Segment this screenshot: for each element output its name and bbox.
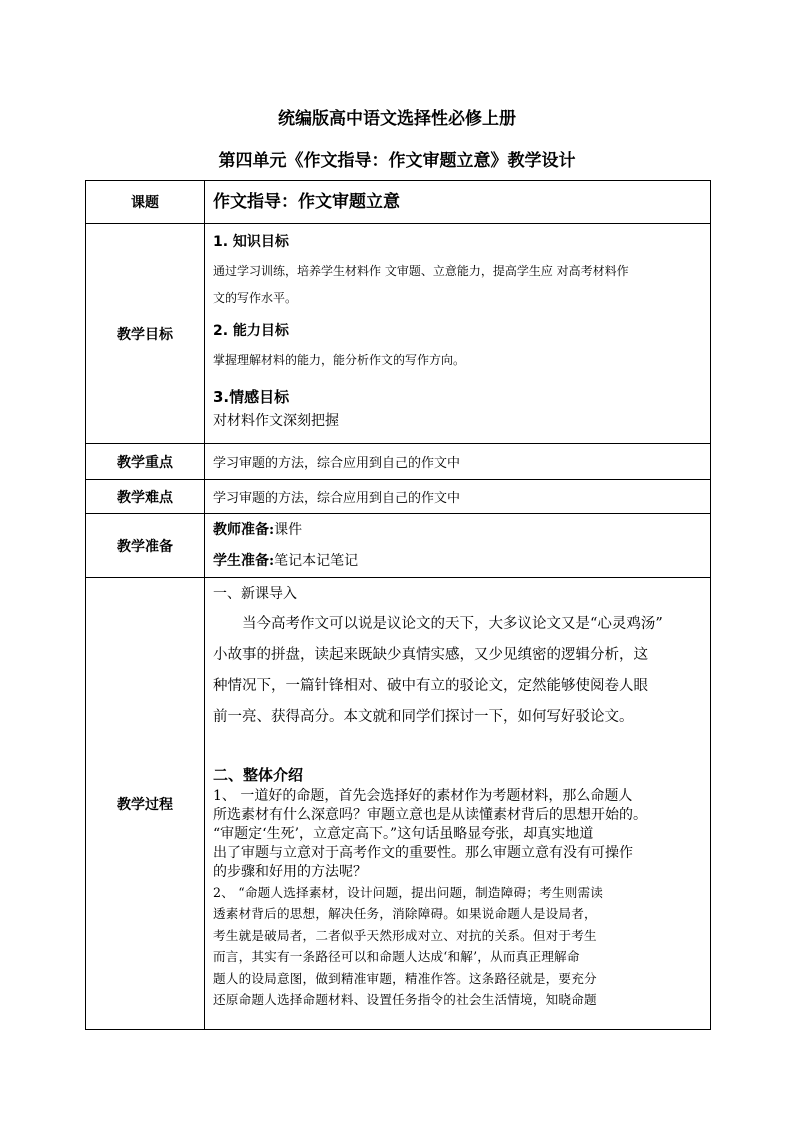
section-intro-heading: 一、新课导入 <box>213 586 297 602</box>
value-preparation <box>205 514 711 578</box>
overview-p2-line-5: 题人的设局意图，做到精准审题，精准作答。这条路径就是，要充分 <box>213 970 597 986</box>
value-process <box>205 578 711 1030</box>
goal-knowledge-heading: 1. 知识目标 <box>213 234 289 250</box>
row-topic <box>86 181 711 224</box>
label-topic: 课题 <box>86 181 205 224</box>
key-points-text: 学习审题的方法，综合应用到自己的作文中 <box>213 456 461 471</box>
row-process <box>86 578 711 1030</box>
label-process: 教学过程 <box>86 578 205 1030</box>
goal-ability-text: 掌握理解材料的能力，能分析作文的写作方向。 <box>213 353 466 367</box>
topic-text: 作文指导：作文审题立意 <box>213 192 400 212</box>
row-preparation <box>86 514 711 578</box>
teacher-prep-label: 教师准备: <box>213 522 275 538</box>
student-prep-line <box>213 546 706 576</box>
value-topic <box>205 181 711 224</box>
intro-line-4: 前一亮、获得高分。本文就和同学们探讨一下，如何写好驳论文。 <box>213 709 634 725</box>
overview-p2-line-2: 透素材背后的思想，解决任务，消除障碍。如果说命题人是设局者， <box>213 906 597 922</box>
overview-p2-line-6: 还原命题人选择命题材料、设置任务指令的社会生活情境，知晓命题 <box>213 992 597 1008</box>
label-preparation: 教学准备 <box>86 514 205 578</box>
row-difficulty <box>86 480 711 514</box>
goal-knowledge-line1: 通过学习训练，培养学生材料作 文审题、立意能力，提高学生应 对高考材料作 <box>213 264 629 278</box>
row-key-points <box>86 444 711 480</box>
overview-p1-line-1: 1、 一道好的命题，首先会选择好的素材作为考题材料，那么命题人 <box>213 788 633 804</box>
student-prep-label: 学生准备: <box>213 553 275 569</box>
label-goals: 教学目标 <box>86 224 205 444</box>
overview-p1-line-4: 出了审题与立意对于高考作文的重要性。那么审题立意有没有可操作 <box>213 845 633 861</box>
overview-p1-line-2: 所选素材有什么深意吗？审题立意也是从读懂素材背后的思想开始的。 <box>213 807 647 823</box>
goal-ability-heading: 2. 能力目标 <box>213 323 289 339</box>
overview-p1-line-3: “审题定‘生死’，立意定高下。”这句话虽略显夸张，却真实地道 <box>213 826 594 842</box>
difficulty-text: 学习审题的方法，综合应用到自己的作文中 <box>213 491 461 506</box>
student-prep-value: 笔记本记笔记 <box>274 553 359 569</box>
label-key-points: 教学重点 <box>86 444 205 480</box>
overview-p2-line-3: 考生就是破局者，二者似乎天然形成对立、对抗的关系。但对于考生 <box>213 927 597 943</box>
overview-p2-line-4: 而言，其实有一条路径可以和命题人达成‘和解’，从而真正理解命 <box>213 949 580 965</box>
teacher-prep-line <box>213 514 706 546</box>
goal-emotion-heading: 3.情感目标 <box>213 388 290 406</box>
value-goals <box>205 224 711 444</box>
intro-line-1: 当今高考作文可以说是议论文的天下，大多议论文又是“心灵鸡汤” <box>242 616 663 632</box>
intro-line-2: 小故事的拼盘，读起来既缺少真情实感，又少见缜密的逻辑分析，这 <box>213 647 648 663</box>
document-title: 统编版高中语文选择性必修上册 <box>278 109 516 129</box>
lesson-plan-table <box>85 180 711 1030</box>
value-key-points <box>205 444 711 480</box>
row-goals <box>86 224 711 444</box>
value-difficulty <box>205 480 711 514</box>
overview-p2-line-1: 2、 “命题人选择素材，设计问题，提出问题，制造障碍；考生则需读 <box>213 885 604 900</box>
goal-emotion-text: 对材料作文深刻把握 <box>213 413 339 429</box>
overview-p1-line-5: 的步骤和好用的方法呢？ <box>213 864 367 880</box>
goal-knowledge-line2: 文的写作水平。 <box>213 291 298 305</box>
document-subtitle: 第四单元《作文指导：作文审题立意》教学设计 <box>218 151 576 171</box>
intro-line-3: 种情况下，一篇针锋相对、破中有立的驳论文，定然能够使阅卷人眼 <box>213 678 648 694</box>
teacher-prep-value: 课件 <box>274 522 303 538</box>
label-difficulty: 教学难点 <box>86 480 205 514</box>
section-overview-heading: 二、整体介绍 <box>213 766 304 784</box>
